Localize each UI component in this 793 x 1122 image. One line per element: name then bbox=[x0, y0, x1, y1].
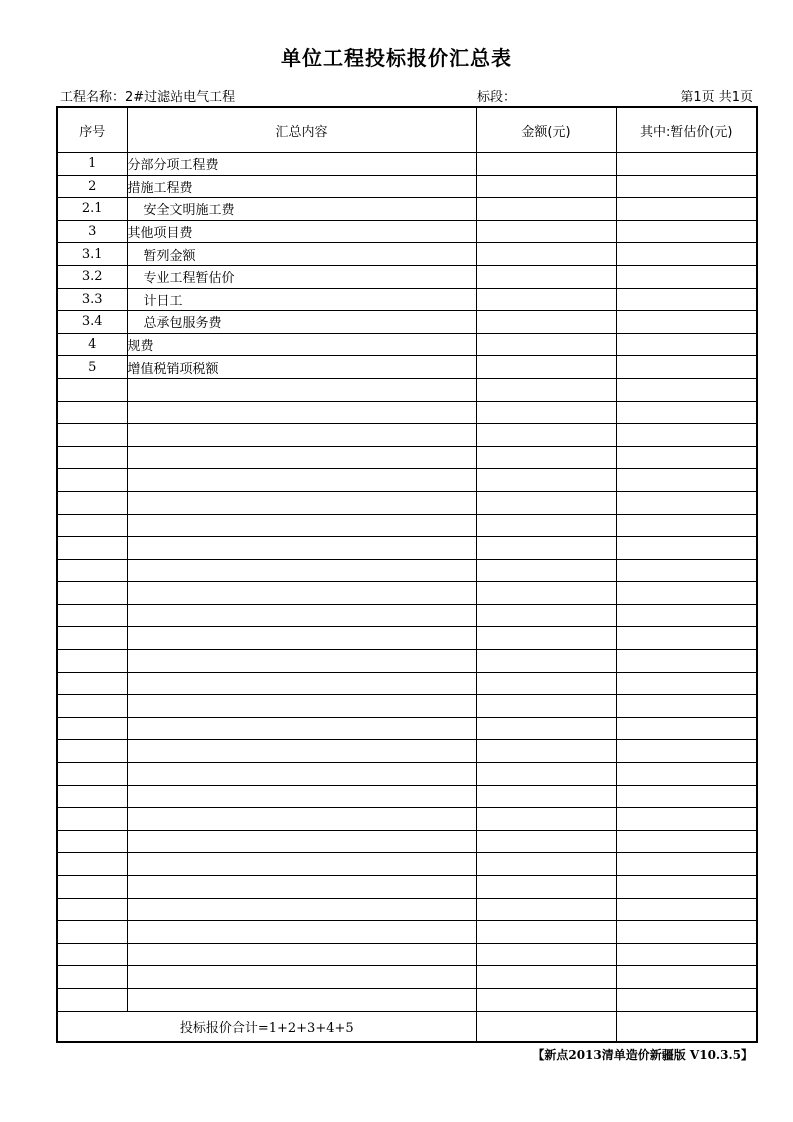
blank-cell bbox=[127, 740, 476, 763]
row-amount bbox=[476, 175, 616, 198]
blank-cell bbox=[476, 988, 616, 1011]
blank-cell bbox=[57, 446, 127, 469]
table-row-blank bbox=[57, 921, 757, 944]
total-row bbox=[57, 1011, 757, 1042]
project-name: 工程名称：2#过滤站电气工程 bbox=[60, 90, 236, 105]
table-row-blank bbox=[57, 763, 757, 786]
blank-cell bbox=[616, 808, 757, 831]
header-amount: 金额(元) bbox=[476, 107, 616, 153]
table-row-blank bbox=[57, 401, 757, 424]
blank-cell bbox=[476, 537, 616, 560]
blank-cell bbox=[127, 627, 476, 650]
blank-cell bbox=[57, 672, 127, 695]
section-label: 标段： bbox=[477, 90, 517, 105]
blank-cell bbox=[127, 988, 476, 1011]
row-content: 规费 bbox=[127, 333, 476, 356]
blank-cell bbox=[476, 582, 616, 605]
software-footer: 【新点2013清单造价新疆版 V10.3.5】 bbox=[532, 1048, 753, 1062]
row-provisional bbox=[616, 153, 757, 176]
blank-cell bbox=[476, 898, 616, 921]
blank-cell bbox=[616, 446, 757, 469]
blank-cell bbox=[616, 559, 757, 582]
row-provisional bbox=[616, 243, 757, 266]
blank-cell bbox=[57, 830, 127, 853]
row-amount bbox=[476, 243, 616, 266]
blank-cell bbox=[57, 559, 127, 582]
blank-cell bbox=[57, 966, 127, 989]
blank-cell bbox=[476, 446, 616, 469]
row-provisional bbox=[616, 356, 757, 379]
blank-cell bbox=[616, 876, 757, 899]
table-row-blank bbox=[57, 898, 757, 921]
table-row-blank bbox=[57, 808, 757, 831]
blank-cell bbox=[127, 943, 476, 966]
table-row-blank bbox=[57, 988, 757, 1011]
blank-cell bbox=[127, 763, 476, 786]
row-amount bbox=[476, 153, 616, 176]
total-provisional bbox=[616, 1011, 757, 1042]
table-row-blank bbox=[57, 537, 757, 560]
summary-table bbox=[56, 106, 758, 1043]
blank-cell bbox=[127, 559, 476, 582]
row-index: 2 bbox=[57, 175, 127, 198]
table-row-blank bbox=[57, 650, 757, 673]
blank-cell bbox=[616, 898, 757, 921]
blank-cell bbox=[476, 672, 616, 695]
blank-cell bbox=[616, 604, 757, 627]
blank-cell bbox=[57, 514, 127, 537]
blank-cell bbox=[127, 514, 476, 537]
blank-cell bbox=[57, 943, 127, 966]
blank-cell bbox=[476, 378, 616, 401]
blank-cell bbox=[57, 898, 127, 921]
table-row bbox=[57, 220, 757, 243]
blank-cell bbox=[57, 785, 127, 808]
blank-cell bbox=[127, 537, 476, 560]
blank-cell bbox=[57, 740, 127, 763]
blank-cell bbox=[616, 943, 757, 966]
blank-cell bbox=[127, 424, 476, 447]
row-index: 3.3 bbox=[57, 288, 127, 311]
blank-cell bbox=[476, 830, 616, 853]
blank-cell bbox=[127, 876, 476, 899]
row-amount bbox=[476, 356, 616, 379]
blank-cell bbox=[476, 514, 616, 537]
table-row-blank bbox=[57, 559, 757, 582]
blank-cell bbox=[476, 808, 616, 831]
blank-cell bbox=[616, 582, 757, 605]
blank-cell bbox=[127, 808, 476, 831]
blank-cell bbox=[127, 604, 476, 627]
table-row-blank bbox=[57, 604, 757, 627]
blank-cell bbox=[57, 424, 127, 447]
blank-cell bbox=[127, 785, 476, 808]
blank-cell bbox=[127, 446, 476, 469]
blank-cell bbox=[616, 717, 757, 740]
blank-cell bbox=[616, 491, 757, 514]
blank-cell bbox=[476, 491, 616, 514]
table-row-blank bbox=[57, 378, 757, 401]
header-index: 序号 bbox=[57, 107, 127, 153]
row-content: 计日工 bbox=[127, 288, 476, 311]
row-index: 3.1 bbox=[57, 243, 127, 266]
blank-cell bbox=[127, 898, 476, 921]
row-content: 暂列金额 bbox=[127, 243, 476, 266]
page-number: 第1页 共1页 bbox=[680, 90, 753, 105]
row-index: 1 bbox=[57, 153, 127, 176]
header-content: 汇总内容 bbox=[127, 107, 476, 153]
table-row-blank bbox=[57, 876, 757, 899]
blank-cell bbox=[476, 763, 616, 786]
table-row-blank bbox=[57, 695, 757, 718]
blank-cell bbox=[127, 921, 476, 944]
row-provisional bbox=[616, 265, 757, 288]
blank-cell bbox=[127, 853, 476, 876]
row-index: 3.4 bbox=[57, 311, 127, 334]
table-row-blank bbox=[57, 717, 757, 740]
table-row bbox=[57, 153, 757, 176]
row-index: 2.1 bbox=[57, 198, 127, 221]
table-row-blank bbox=[57, 853, 757, 876]
blank-cell bbox=[476, 717, 616, 740]
blank-cell bbox=[127, 401, 476, 424]
blank-cell bbox=[616, 988, 757, 1011]
row-content: 分部分项工程费 bbox=[127, 153, 476, 176]
blank-cell bbox=[57, 378, 127, 401]
blank-cell bbox=[476, 627, 616, 650]
row-provisional bbox=[616, 220, 757, 243]
blank-cell bbox=[57, 582, 127, 605]
table-row bbox=[57, 198, 757, 221]
table-row-blank bbox=[57, 785, 757, 808]
blank-cell bbox=[616, 763, 757, 786]
table-row-blank bbox=[57, 966, 757, 989]
table-row bbox=[57, 288, 757, 311]
blank-cell bbox=[616, 740, 757, 763]
table-row-blank bbox=[57, 424, 757, 447]
blank-cell bbox=[616, 401, 757, 424]
blank-cell bbox=[127, 650, 476, 673]
table-row-blank bbox=[57, 740, 757, 763]
row-amount bbox=[476, 220, 616, 243]
blank-cell bbox=[57, 717, 127, 740]
blank-cell bbox=[127, 830, 476, 853]
table-row-blank bbox=[57, 943, 757, 966]
row-index: 4 bbox=[57, 333, 127, 356]
blank-cell bbox=[476, 853, 616, 876]
table-row-blank bbox=[57, 830, 757, 853]
blank-cell bbox=[616, 514, 757, 537]
blank-cell bbox=[616, 378, 757, 401]
blank-cell bbox=[57, 401, 127, 424]
blank-cell bbox=[127, 378, 476, 401]
row-provisional bbox=[616, 333, 757, 356]
row-index: 5 bbox=[57, 356, 127, 379]
table-row-blank bbox=[57, 491, 757, 514]
table-row-blank bbox=[57, 672, 757, 695]
blank-cell bbox=[127, 469, 476, 492]
table-row-blank bbox=[57, 514, 757, 537]
table-row-blank bbox=[57, 582, 757, 605]
row-amount bbox=[476, 265, 616, 288]
blank-cell bbox=[57, 469, 127, 492]
blank-cell bbox=[57, 627, 127, 650]
blank-cell bbox=[476, 559, 616, 582]
blank-cell bbox=[616, 830, 757, 853]
row-provisional bbox=[616, 311, 757, 334]
row-content: 其他项目费 bbox=[127, 220, 476, 243]
table-row-blank bbox=[57, 446, 757, 469]
blank-cell bbox=[616, 537, 757, 560]
blank-cell bbox=[476, 424, 616, 447]
blank-cell bbox=[127, 582, 476, 605]
blank-cell bbox=[476, 921, 616, 944]
blank-cell bbox=[476, 401, 616, 424]
blank-cell bbox=[476, 785, 616, 808]
blank-cell bbox=[57, 876, 127, 899]
blank-cell bbox=[127, 491, 476, 514]
row-content: 增值税销项税额 bbox=[127, 356, 476, 379]
blank-cell bbox=[616, 672, 757, 695]
table-row bbox=[57, 265, 757, 288]
blank-cell bbox=[57, 988, 127, 1011]
blank-cell bbox=[57, 650, 127, 673]
row-amount bbox=[476, 198, 616, 221]
blank-cell bbox=[57, 921, 127, 944]
blank-cell bbox=[57, 604, 127, 627]
table-row bbox=[57, 175, 757, 198]
table-row bbox=[57, 356, 757, 379]
table-row bbox=[57, 311, 757, 334]
row-provisional bbox=[616, 288, 757, 311]
blank-cell bbox=[616, 650, 757, 673]
blank-cell bbox=[57, 763, 127, 786]
table-body bbox=[57, 153, 757, 1042]
blank-cell bbox=[57, 695, 127, 718]
row-index: 3.2 bbox=[57, 265, 127, 288]
header-provisional: 其中:暂估价(元) bbox=[616, 107, 757, 153]
row-amount bbox=[476, 333, 616, 356]
blank-cell bbox=[57, 808, 127, 831]
blank-cell bbox=[476, 876, 616, 899]
row-index: 3 bbox=[57, 220, 127, 243]
blank-cell bbox=[616, 627, 757, 650]
blank-cell bbox=[476, 966, 616, 989]
blank-cell bbox=[616, 921, 757, 944]
blank-cell bbox=[476, 469, 616, 492]
row-content: 专业工程暂估价 bbox=[127, 265, 476, 288]
row-content: 总承包服务费 bbox=[127, 311, 476, 334]
blank-cell bbox=[616, 424, 757, 447]
blank-cell bbox=[616, 695, 757, 718]
blank-cell bbox=[57, 853, 127, 876]
table-row bbox=[57, 333, 757, 356]
blank-cell bbox=[127, 966, 476, 989]
total-label: 投标报价合计=1+2+3+4+5 bbox=[57, 1011, 476, 1042]
blank-cell bbox=[476, 695, 616, 718]
blank-cell bbox=[57, 491, 127, 514]
blank-cell bbox=[127, 695, 476, 718]
blank-cell bbox=[616, 469, 757, 492]
row-content: 措施工程费 bbox=[127, 175, 476, 198]
row-content: 安全文明施工费 bbox=[127, 198, 476, 221]
blank-cell bbox=[57, 537, 127, 560]
table-row-blank bbox=[57, 469, 757, 492]
row-amount bbox=[476, 288, 616, 311]
row-provisional bbox=[616, 175, 757, 198]
blank-cell bbox=[476, 604, 616, 627]
blank-cell bbox=[616, 853, 757, 876]
blank-cell bbox=[127, 672, 476, 695]
total-amount bbox=[476, 1011, 616, 1042]
row-provisional bbox=[616, 198, 757, 221]
blank-cell bbox=[476, 943, 616, 966]
row-amount bbox=[476, 311, 616, 334]
blank-cell bbox=[127, 717, 476, 740]
page-title: 单位工程投标报价汇总表 bbox=[281, 46, 512, 70]
table-header bbox=[57, 107, 757, 153]
table-row-blank bbox=[57, 627, 757, 650]
table-row bbox=[57, 243, 757, 266]
blank-cell bbox=[616, 966, 757, 989]
blank-cell bbox=[476, 650, 616, 673]
blank-cell bbox=[616, 785, 757, 808]
blank-cell bbox=[476, 740, 616, 763]
